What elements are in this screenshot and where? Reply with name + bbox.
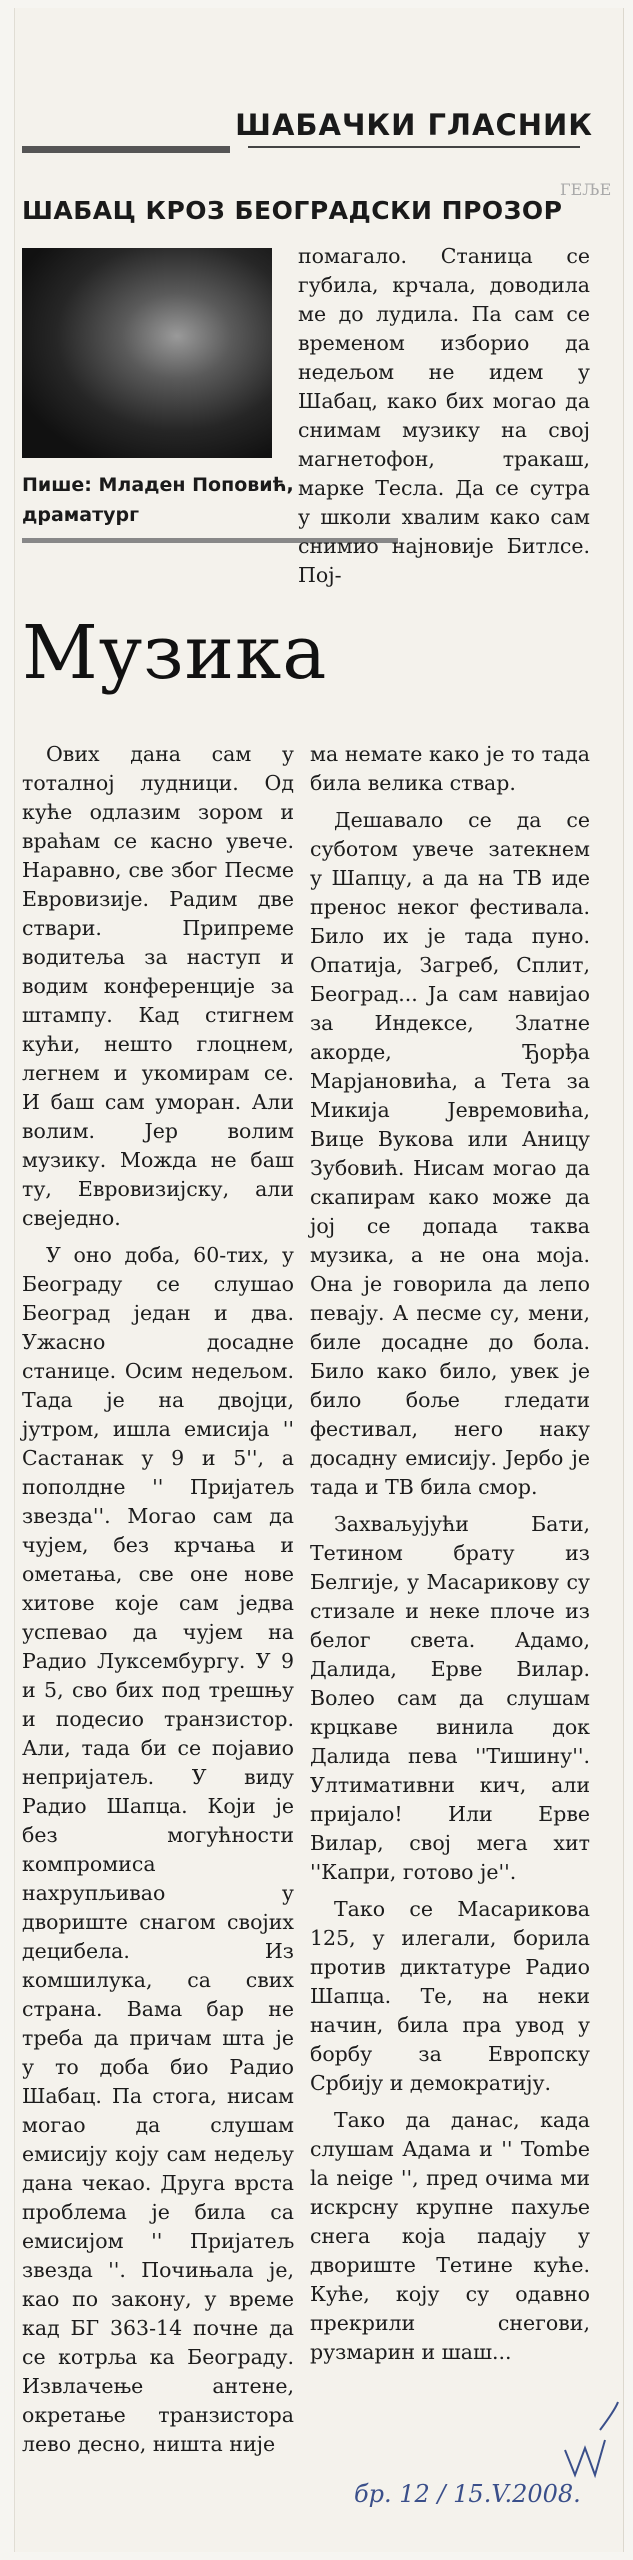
section-title: ШАБАЧКИ ГЛАСНИК [235,108,593,142]
right-top-paragraph: помагало. Станица се губила, крчала, доводила ме до лудила. Па сам се временом изборио да недељом не идем у Шабац, како бих могао да снимам музику на свој магнетофон, тракаш, марке Тесла. Да се сутра у школи хвалим како сам снимио најновије Битлсе. Пој- [298,244,590,587]
right-paragraph: Дешавало се да се суботом увече затекнем у Шапцу, а да на ТВ иде пренос неког фестивала. Било их је тада пуно. Опатија, Загреб, Сплит, Београд... Ја сам навијао за Индексе, Златне акорде, Ђорђа Марјановића, а Тета за Микија Јевремовића, Вице Вукова или Аницу Зубовић. Нисам могао да скапирам како може да јој се допада таква музика, а не она моја. Она је говорила да лепо певају. А песме су, мени, биле досадне до бола. Било како било, увек је било боље гледати фестивал, него наку досадну емисију. Јербо је тада и ТВ била смор. [310,808,590,1499]
handwritten-date: бр. 12 / 15.V.2008. [354,2480,581,2508]
handwritten-signature-mark [560,2400,620,2480]
right-paragraph: ма немате како је то тада била велика ствар. [310,742,590,795]
column-subtitle: ШАБАЦ КРОЗ БЕОГРАДСКИ ПРОЗОР [22,196,563,225]
article-title: Музика [22,610,328,696]
author-photo [22,248,272,458]
right-paragraph: Захваљујући Бати, Тетином брату из Белгије, у Масарикову су стизале и неке плоче из белог света. Адамо, Далида, Ерве Вилар. Волео сам да слушам крцкаве винила док Далида пева ''Тишину''. Ултимативни кич, али пријало! Или Ерве Вилар, свој мега хит ''Капри, готово је''. [310,1512,590,1884]
bleed-through-text: ГЕЉЕ [560,180,612,199]
author-name: Пише: Младен Поповић, [22,474,294,496]
author-role: драматург [22,504,140,526]
left-paragraph: Овиx дана сам у тоталној лудници. Од куће одлазим зором и враћам се касно увече. Наравно, све због Песме Евровизије. Радим две ствари. Припреме водитеља за наступ и водим конференције за штампу. Кад стигнем кући, нешто глоцнем, легнем и укомирам се. И баш сам уморан. Али волим. Јер волим музику. Можда не баш ту, Евровизијску, али свеједно. [22,742,294,1230]
top-rule [22,146,230,153]
right-column [310,740,590,2375]
left-column [22,740,294,2467]
right-paragraph: Тако да данас, када слушам Адама и '' Tombe la neige '', пред очима ми искрсну крупне пахуље снега која падају у двориште Тетине куће. Куће, коју су одавно прекрили снегови, рузмарин и шаш... [310,2108,590,2364]
header-underline [248,146,580,148]
left-paragraph: У оно доба, 60-тих, у Београду се слушао Београд један и два. Ужасно досадне станице. Осим недељом. Тада је на двојци, јутром, ишла емисија '' Састанак у 9 и 5'', а пополдне '' Пријатељ звезда''. Могао сам да чујем, без крчања и ометања, све оне нове хитове које сам једва успевао да чујем на Радио Луксембургу. У 9 и 5, сво бих под трешњу и подесио транзистор. Али, тада би се појавио непријатељ. У виду Радио Шапца. Који је без могућности компромиса нахрупљивао у двориште снагом својих децибела. Из комшилука, са свих страна. Вама бар не треба да причам шта је у то доба био Радио Шабац. Па стога, нисам могао да слушам емисију коју сам недељу дана чекао. Друга врста проблема је била са емисијом '' Пријатељ звезда ''. Почињала је, као по закону, у време кад БГ 363-14 почне да се котрља ка Београду. Извлачење антене, окретање транзистора лево десно, ништа није [22,1243,294,2456]
right-paragraph: Тако се Масарикова 125, у илегали, борила против диктатуре Радио Шапца. Те, на неки начин, била пра увод у борбу за Европску Србију и демократију. [310,1897,590,2095]
right-column-top [298,242,590,598]
